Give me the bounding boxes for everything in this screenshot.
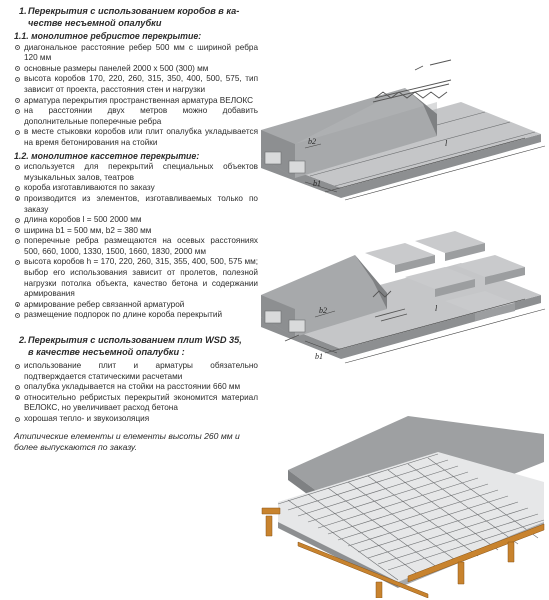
list-item: хорошая тепло- и звукоизоляция — [14, 414, 258, 425]
list-item: ширина b1 = 500 мм, b2 = 380 мм — [14, 226, 258, 237]
bullet-icon — [15, 196, 20, 201]
section2-heading — [19, 335, 258, 358]
bullet-icon — [15, 109, 20, 114]
sub1-title: 1.1. монолитное ребристое перекрытие: — [14, 31, 202, 41]
bullet-icon — [15, 313, 20, 318]
figure-ribbed-slab — [255, 40, 549, 210]
bullet-icon — [15, 45, 20, 50]
dim-b2-label: b2 — [319, 306, 327, 315]
list-item: диагональное расстояние ребер 500 мм с шириной ребра 120 мм — [14, 43, 258, 64]
bullet-icon — [15, 165, 20, 170]
bullet-icon — [15, 302, 20, 307]
bullet-icon — [15, 186, 20, 191]
section1-title-line1: Перекрытия с использованием коробов в ка- — [28, 6, 240, 16]
bullet-icon — [15, 218, 20, 223]
section1-number: 1. — [19, 6, 27, 16]
bullet-icon — [15, 130, 20, 135]
dim-b1-label: b1 — [315, 352, 323, 361]
list-item: основные размеры панелей 2000 х 500 (300) мм — [14, 64, 258, 75]
dim-b1-label: b1 — [313, 179, 321, 188]
bullet-icon — [15, 364, 20, 369]
list-item: армирование ребер связанной арматурой — [14, 300, 258, 311]
figure-coffered-slab — [255, 225, 549, 395]
list-item: на расстоянии двух метров можно добавить дополнительные поперечные ребра — [14, 106, 258, 127]
list-item: используется для перекрытий специальных объектов музыкальных залов, театров — [14, 162, 258, 183]
list-item: в месте стыковки коробов или плит опалубка укладывается на время бетонирования на стойки — [14, 127, 258, 148]
section1-title-line2: честве несъемной опалубки — [28, 17, 162, 28]
list-item: производится из элементов, изготавливаемых только по заказу — [14, 194, 258, 215]
bullet-icon — [15, 260, 20, 265]
list-item: размещение подпорок по длине короба перекрытий — [14, 310, 258, 321]
section2-title-line1: Перекрытия с использованием плит WSD 35, — [28, 335, 242, 346]
footnote: Атипические елементы и елементы высоты 260 мм и более выпускаются по заказу. — [14, 430, 240, 452]
dim-l-label: l — [435, 304, 438, 313]
list-item: опалубка укладывается на стойки на расстоянии 660 мм — [14, 382, 258, 393]
sub2-list — [14, 162, 258, 321]
bullet-icon — [15, 417, 20, 422]
bullet-icon — [15, 98, 20, 103]
figure-wsd35-slab — [258, 412, 548, 598]
bullet-icon — [15, 395, 20, 400]
list-item: короба изготавливаются по заказу — [14, 183, 258, 194]
bullet-icon — [15, 66, 20, 71]
list-item: арматура перекрытия пространственная арматура ВЕЛОКС — [14, 96, 258, 107]
list-item: использование плит и арматуры обязательно подтверждается статическими расчетами — [14, 361, 258, 382]
ribbed-slab-drawing — [255, 40, 549, 210]
section2-number: 2. — [19, 335, 27, 346]
bullet-icon — [15, 385, 20, 390]
text-column — [14, 6, 258, 453]
sub2-title: 1.2. монолитное кассетное перекрытие: — [14, 150, 200, 161]
section2-title-line2: в качестве несъемной опалубки : — [28, 346, 185, 357]
list-item: длина коробов l = 500 2000 мм — [14, 215, 258, 226]
list-item: относительно ребристых перекрытий экономится материал ВЕЛОКС, но увеличивает расход бетона — [14, 393, 258, 414]
section2-list — [14, 361, 258, 425]
dim-b2-label: b2 — [308, 137, 316, 146]
bullet-icon — [15, 239, 20, 244]
list-item: высота коробов h = 170, 220, 260, 315, 355, 400, 500, 575 мм; выбор его использования зависит от пролетов, полезной нагрузки потолка объекта, качество бетона и содержании армирования — [14, 257, 258, 299]
sub1-list — [14, 43, 258, 149]
section1-heading — [19, 6, 258, 29]
coffered-slab-drawing — [255, 225, 549, 395]
list-item: высота коробов 170, 220, 260, 315, 350, 400, 500, 575, тип зависит от проекта, расстояния стен и нагрузки — [14, 74, 258, 95]
dim-l-label: l — [445, 139, 448, 148]
list-item: поперечные ребра размещаются на осевых расстояниях 500, 660, 1000, 1330, 1500, 1660, 1830, 2000 мм — [14, 236, 258, 257]
bullet-icon — [15, 228, 20, 233]
wsd35-slab-drawing — [258, 412, 548, 598]
bullet-icon — [15, 77, 20, 82]
